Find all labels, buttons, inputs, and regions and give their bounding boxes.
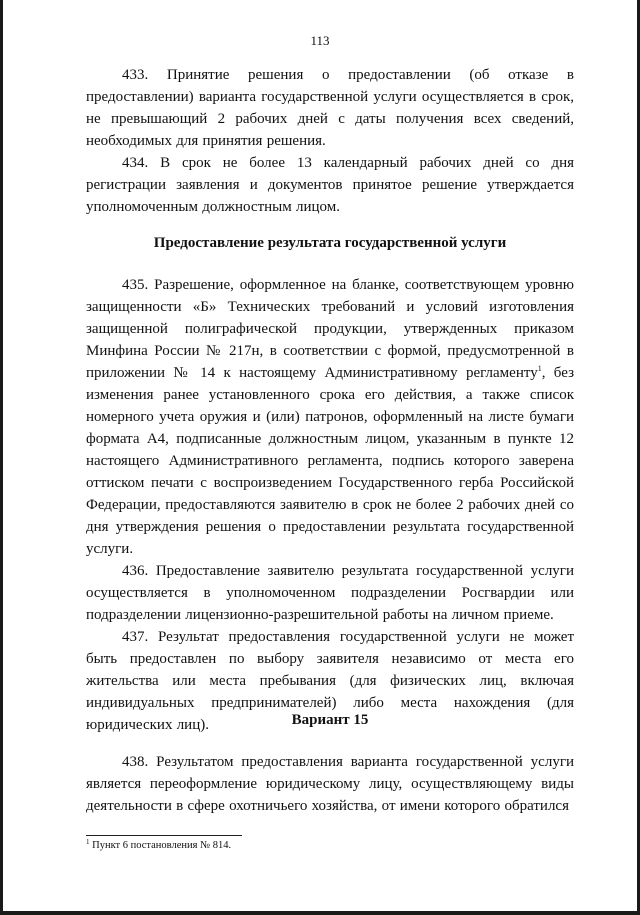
paragraph-text: В срок не более 13 календарный рабочих дней со дня регистрации заявления и документов принятое решение утверждается уполномоченным должностным лицом. (86, 155, 574, 215)
scan-edge-left (0, 0, 3, 915)
paragraph-number: 438. (122, 754, 149, 770)
section-heading-result: Предоставление результата государственной услуги (153, 235, 507, 251)
paragraph-number: 437. (122, 629, 149, 645)
paragraph-number: 434. (122, 155, 149, 171)
section-decision (86, 64, 574, 218)
footnote-text: Пункт 6 постановления № 814. (89, 840, 232, 851)
footnote (86, 839, 231, 853)
paragraph-text: Разрешение, оформленное на бланке, соответствующем уровню защищенности «Б» Технических требований и условий изготовления защищенной полиграфической продукции, утвержденных приказом Минфина России № 217н, в соответствии с формой, предусмотренной в приложении № 14 к настоящему Административному регламенту (86, 277, 575, 381)
paragraph-text: Результат предоставления государственной услуги не может быть предоставлен по выбору заявителя независимо от места его жительства или места пребывания (для физических лиц, включая индивидуальных предпринимателей) либо места нахождения (для юридических лиц). (86, 629, 574, 733)
paragraph-number: 436. (122, 563, 149, 579)
section-result (86, 274, 574, 736)
paragraph-number: 433. (122, 67, 149, 83)
paragraph-436 (86, 560, 574, 626)
paragraph-text: Предоставление заявителю результата государственной услуги осуществляется в уполномоченном подразделении Росгвардии или подразделении лицензионно-разрешительной работы на личном приеме. (86, 563, 574, 623)
section-variant (86, 751, 574, 817)
paragraph-435 (86, 274, 574, 560)
paragraph-434 (86, 152, 574, 218)
paragraph-text: Принятие решения о предоставлении (об отказе в предоставлении) варианта государственной услуги осуществляется в срок, не превышающий 2 рабочих дней с даты получения всех сведений, необходимых для принятия решения. (86, 67, 574, 149)
section-heading-variant: Вариант 15 (291, 712, 369, 728)
footnote-separator (86, 835, 242, 836)
paragraph-433 (86, 64, 574, 152)
scan-edge-bottom (0, 911, 640, 915)
footnote-marker: 1 (86, 838, 90, 846)
paragraph-number: 435. (122, 277, 149, 293)
paragraph-438 (86, 751, 574, 817)
page-number: 113 (310, 33, 330, 48)
paragraph-text: , без изменения ранее установленного срока его действия, а также список номерного учета оружия и (или) патронов, оформленный на листе бумаги формата А4, подписанные должностным лицом, указанным в пункте 12 настоящего Административного регламента, подпись которого заверена оттиском печати с воспроизведением Государственного герба Российской Федерации, предоставляются заявителю в срок не более 2 рабочих дней со дня утверждения решения о предоставлении результата государственной услуги. (86, 365, 575, 557)
paragraph-text: Результатом предоставления варианта государственной услуги является переоформление юридическому лицу, осуществляющему виды деятельности в сфере охотничьего хозяйства, от имени которого обратился (86, 754, 575, 814)
footnote-reference: 1 (537, 364, 542, 373)
